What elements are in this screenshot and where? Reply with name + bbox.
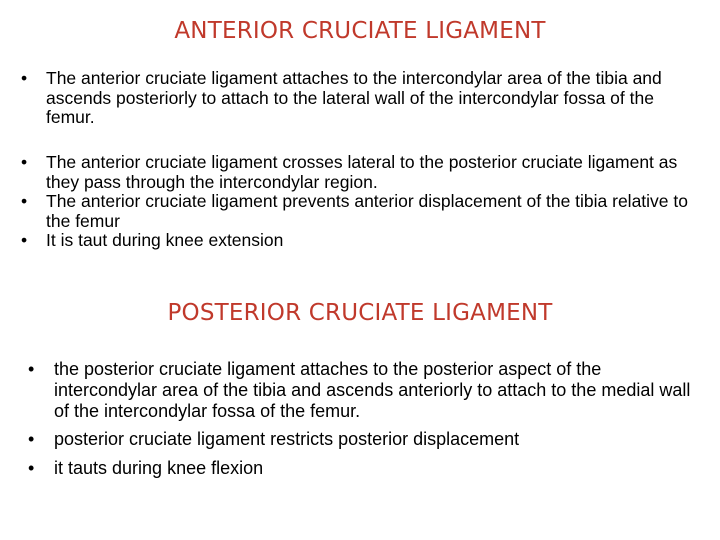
- posterior-section-title: POSTERIOR CRUCIATE LIGAMENT: [167, 300, 553, 326]
- list-item: [28, 359, 708, 421]
- posterior-point-text: the posterior cruciate ligament attaches to the posterior aspect of the intercondylar area of the tibia and ascends anteriorly to attach to the medial wall of the intercondylar fossa of the femur.: [54, 359, 691, 421]
- posterior-point-text: it tauts during knee flexion: [54, 458, 264, 479]
- anterior-point-text: The anterior cruciate ligament attaches to the intercondylar area of the tibia and ascends posteriorly to attach to the lateral wall of the intercondylar fossa of the femur.: [46, 68, 662, 127]
- anterior-point-text: The anterior cruciate ligament prevents anterior displacement of the tibia relative to the femur: [46, 191, 688, 231]
- bullet-icon: •: [21, 68, 28, 88]
- posterior-point-text: posterior cruciate ligament restricts posterior displacement: [54, 429, 520, 450]
- anterior-point-text: The anterior cruciate ligament crosses lateral to the posterior cruciate ligament as they pass through the intercondylar region.: [46, 152, 678, 192]
- bullet-icon: •: [28, 359, 35, 379]
- bullet-icon: •: [21, 191, 28, 211]
- list-item: [21, 192, 701, 231]
- bullet-icon: •: [28, 429, 35, 450]
- list-item: [28, 458, 708, 479]
- anterior-section-title: ANTERIOR CRUCIATE LIGAMENT: [174, 18, 546, 44]
- list-item: [21, 153, 701, 192]
- list-item: [21, 69, 701, 128]
- list-item: [21, 231, 701, 251]
- bullet-icon: •: [28, 458, 35, 479]
- anterior-points-list: [21, 69, 701, 128]
- anterior-point-text: It is taut during knee extension: [46, 230, 284, 250]
- bullet-icon: •: [21, 152, 28, 172]
- bullet-icon: •: [21, 230, 28, 250]
- posterior-points-list: [28, 359, 708, 487]
- anterior-points-list-2: [21, 153, 701, 251]
- list-item: [28, 429, 708, 450]
